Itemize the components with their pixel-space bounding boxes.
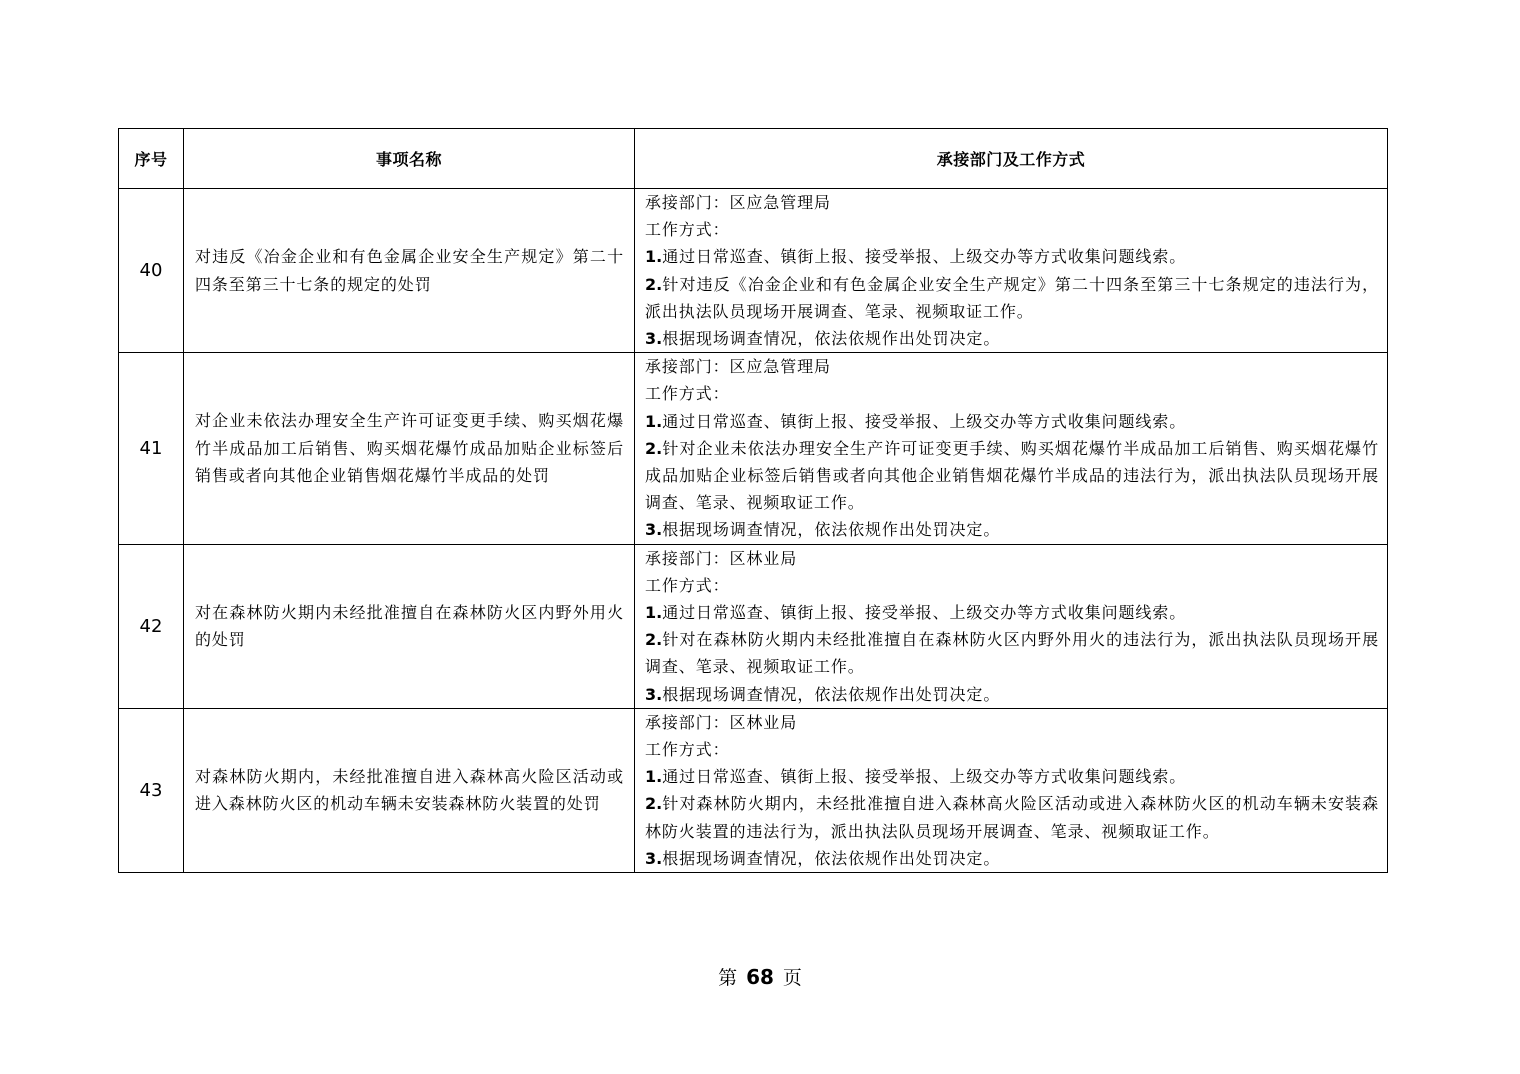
step-text: 根据现场调查情况，依法依规作出处罚决定。: [662, 520, 1001, 540]
method-step: [645, 763, 1379, 790]
method-step: [645, 626, 1379, 680]
method-step: [645, 845, 1379, 872]
header-department-method: 承接部门及工作方式: [635, 129, 1388, 189]
row-serial-number: 40: [119, 189, 184, 353]
step-text: 针对在森林防火期内未经批准擅自在森林防火区内野外用火的违法行为，派出执法队员现场开展调查、笔录、视频取证工作。: [645, 630, 1379, 677]
step-number: 2.: [645, 794, 663, 814]
method-step: [645, 599, 1379, 626]
step-text: 通过日常巡查、镇街上报、接受举报、上级交办等方式收集问题线索。: [662, 247, 1187, 267]
page-footer: [0, 963, 1520, 990]
step-number: 3.: [645, 848, 663, 868]
page-suffix: 页: [782, 967, 802, 989]
method-step: [645, 681, 1379, 708]
step-number: 2.: [645, 438, 663, 458]
row-item-name: 对森林防火期内，未经批准擅自进入森林高火险区活动或进入森林防火区的机动车辆未安装森林防火装置的处罚: [184, 708, 635, 872]
step-number: 3.: [645, 684, 663, 704]
table-row: [119, 708, 1388, 872]
table-header-row: [119, 129, 1388, 189]
row-serial-number: 43: [119, 708, 184, 872]
page-number: 68: [746, 965, 774, 989]
step-number: 2.: [645, 630, 663, 650]
row-serial-number: 42: [119, 544, 184, 708]
step-text: 针对企业未依法办理安全生产许可证变更手续、购买烟花爆竹半成品加工后销售、购买烟花爆竹成品加贴企业标签后销售或者向其他企业销售烟花爆竹半成品的违法行为，派出执法队员现场开展调查、笔录、视频取证工作。: [645, 438, 1379, 513]
method-step: [645, 325, 1379, 352]
step-number: 1.: [645, 767, 663, 787]
row-item-name: 对违反《冶金企业和有色金属企业安全生产规定》第二十四条至第三十七条的规定的处罚: [184, 189, 635, 353]
page-prefix: 第: [718, 967, 738, 989]
department-line: 承接部门：区林业局: [645, 548, 798, 568]
step-text: 根据现场调查情况，依法依规作出处罚决定。: [662, 848, 1001, 868]
method-step: [645, 271, 1379, 325]
step-text: 通过日常巡查、镇街上报、接受举报、上级交办等方式收集问题线索。: [662, 603, 1187, 623]
step-number: 3.: [645, 329, 663, 349]
department-line: 承接部门：区林业局: [645, 712, 798, 732]
row-department-method: [635, 353, 1388, 544]
row-serial-number: 41: [119, 353, 184, 544]
step-number: 3.: [645, 520, 663, 540]
method-label: 工作方式：: [645, 220, 730, 240]
department-line: 承接部门：区应急管理局: [645, 357, 831, 377]
step-number: 1.: [645, 411, 663, 431]
step-text: 通过日常巡查、镇街上报、接受举报、上级交办等方式收集问题线索。: [662, 767, 1187, 787]
header-item-name: 事项名称: [184, 129, 635, 189]
method-label: 工作方式：: [645, 575, 730, 595]
items-table: [118, 128, 1388, 873]
row-department-method: [635, 544, 1388, 708]
method-step: [645, 408, 1379, 435]
row-department-method: [635, 189, 1388, 353]
header-serial-number: 序号: [119, 129, 184, 189]
step-text: 针对违反《冶金企业和有色金属企业安全生产规定》第二十四条至第三十七条规定的违法行为，派出执法队员现场开展调查、笔录、视频取证工作。: [645, 274, 1379, 321]
step-number: 1.: [645, 603, 663, 623]
table-row: [119, 544, 1388, 708]
row-item-name: 对在森林防火期内未经批准擅自在森林防火区内野外用火的处罚: [184, 544, 635, 708]
step-number: 1.: [645, 247, 663, 267]
row-department-method: [635, 708, 1388, 872]
method-step: [645, 243, 1379, 270]
method-label: 工作方式：: [645, 384, 730, 404]
step-text: 针对森林防火期内，未经批准擅自进入森林高火险区活动或进入森林防火区的机动车辆未安装森林防火装置的违法行为，派出执法队员现场开展调查、笔录、视频取证工作。: [645, 794, 1379, 841]
method-step: [645, 790, 1379, 844]
method-step: [645, 435, 1379, 517]
step-text: 根据现场调查情况，依法依规作出处罚决定。: [662, 684, 1001, 704]
step-text: 根据现场调查情况，依法依规作出处罚决定。: [662, 329, 1001, 349]
step-number: 2.: [645, 274, 663, 294]
method-label: 工作方式：: [645, 740, 730, 760]
method-step: [645, 516, 1379, 543]
step-text: 通过日常巡查、镇街上报、接受举报、上级交办等方式收集问题线索。: [662, 411, 1187, 431]
department-line: 承接部门：区应急管理局: [645, 193, 831, 212]
row-item-name: 对企业未依法办理安全生产许可证变更手续、购买烟花爆竹半成品加工后销售、购买烟花爆竹成品加贴企业标签后销售或者向其他企业销售烟花爆竹半成品的处罚: [184, 353, 635, 544]
table-row: [119, 189, 1388, 353]
table-row: [119, 353, 1388, 544]
